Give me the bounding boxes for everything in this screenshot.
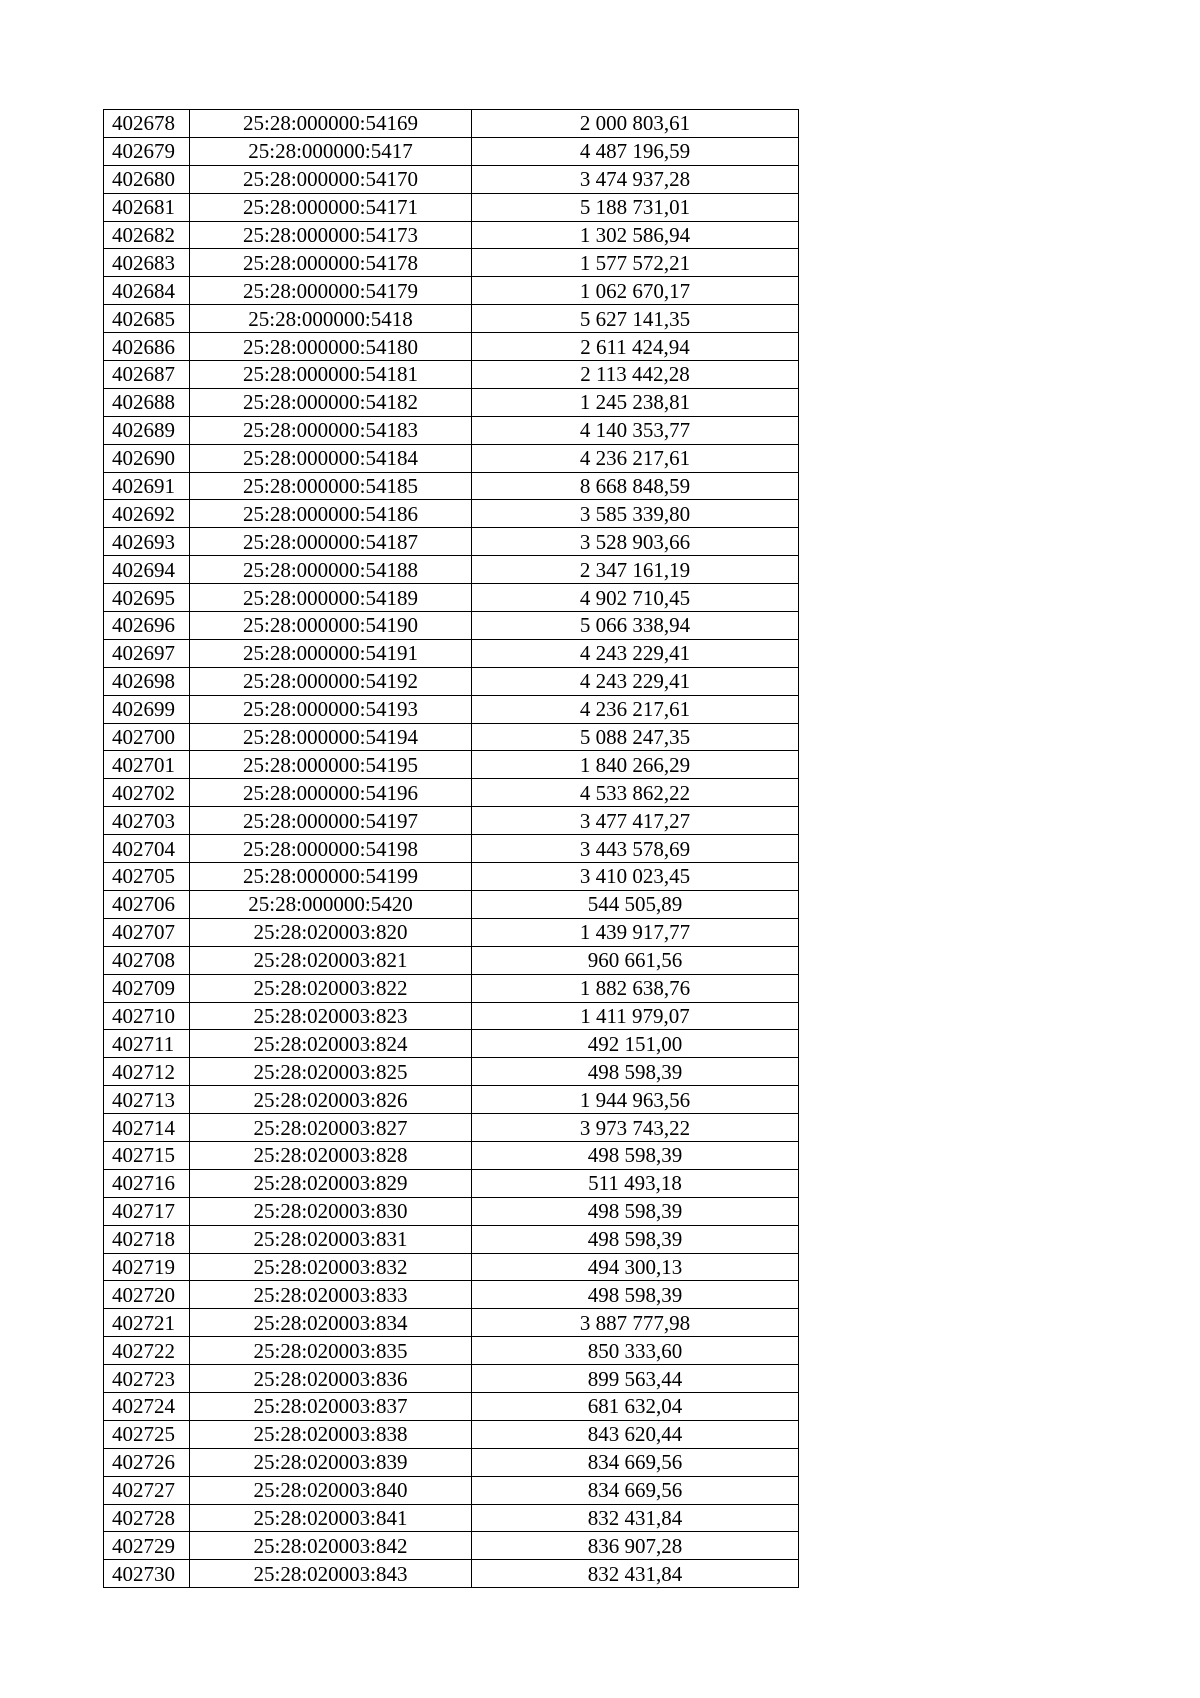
cadastral-number-cell: 25:28:020003:836 [190,1365,472,1393]
cadastral-value-cell: 1 439 917,77 [472,918,799,946]
row-number-cell: 402705 [104,863,190,891]
table-row [104,277,799,305]
row-number-cell: 402721 [104,1309,190,1337]
row-number-cell: 402727 [104,1476,190,1504]
cadastral-value-cell: 494 300,13 [472,1253,799,1281]
table-row [104,416,799,444]
row-number-cell: 402709 [104,974,190,1002]
table-row [104,1030,799,1058]
row-number-cell: 402690 [104,444,190,472]
cadastral-number-cell: 25:28:000000:5420 [190,890,472,918]
cadastral-number-cell: 25:28:020003:832 [190,1253,472,1281]
row-number-cell: 402691 [104,472,190,500]
row-number-cell: 402708 [104,946,190,974]
table-row [104,1560,799,1588]
cadastral-value-cell: 2 611 424,94 [472,333,799,361]
cadastral-value-cell: 3 410 023,45 [472,863,799,891]
cadastral-value-cell: 5 188 731,01 [472,193,799,221]
row-number-cell: 402713 [104,1086,190,1114]
row-number-cell: 402712 [104,1058,190,1086]
cadastral-value-cell: 3 528 903,66 [472,528,799,556]
cadastral-number-cell: 25:28:000000:54198 [190,835,472,863]
table-row [104,918,799,946]
table-row [104,444,799,472]
cadastral-number-cell: 25:28:020003:834 [190,1309,472,1337]
cadastral-value-cell: 3 585 339,80 [472,500,799,528]
table-row [104,1114,799,1142]
cadastral-value-cell: 1 411 979,07 [472,1002,799,1030]
row-number-cell: 402681 [104,193,190,221]
cadastral-value-cell: 4 487 196,59 [472,137,799,165]
row-number-cell: 402682 [104,221,190,249]
cadastral-value-cell: 1 944 963,56 [472,1086,799,1114]
cadastral-number-cell: 25:28:020003:826 [190,1086,472,1114]
cadastral-value-cell: 899 563,44 [472,1365,799,1393]
table-row [104,584,799,612]
table-row [104,807,799,835]
cadastral-number-cell: 25:28:000000:54195 [190,751,472,779]
cadastral-value-cell: 4 140 353,77 [472,416,799,444]
table-row [104,695,799,723]
row-number-cell: 402686 [104,333,190,361]
row-number-cell: 402702 [104,779,190,807]
cadastral-value-cell: 4 236 217,61 [472,444,799,472]
cadastral-value-cell: 1 245 238,81 [472,388,799,416]
cadastral-number-cell: 25:28:020003:838 [190,1420,472,1448]
cadastral-value-cell: 2 113 442,28 [472,361,799,389]
row-number-cell: 402703 [104,807,190,835]
cadastral-value-cell: 5 088 247,35 [472,723,799,751]
table-row [104,1281,799,1309]
cadastral-number-cell: 25:28:000000:54183 [190,416,472,444]
cadastral-number-cell: 25:28:020003:837 [190,1392,472,1420]
row-number-cell: 402683 [104,249,190,277]
cadastral-number-cell: 25:28:020003:833 [190,1281,472,1309]
cadastral-number-cell: 25:28:020003:839 [190,1448,472,1476]
cadastral-number-cell: 25:28:000000:54184 [190,444,472,472]
cadastral-value-cell: 832 431,84 [472,1504,799,1532]
row-number-cell: 402717 [104,1197,190,1225]
row-number-cell: 402730 [104,1560,190,1588]
cadastral-value-cell: 681 632,04 [472,1392,799,1420]
cadastral-value-cell: 832 431,84 [472,1560,799,1588]
cadastral-number-cell: 25:28:020003:830 [190,1197,472,1225]
cadastral-number-cell: 25:28:000000:5417 [190,137,472,165]
cadastral-value-cell: 5 627 141,35 [472,305,799,333]
table-row [104,137,799,165]
cadastral-number-cell: 25:28:000000:54178 [190,249,472,277]
row-number-cell: 402689 [104,416,190,444]
cadastral-value-cell: 1 882 638,76 [472,974,799,1002]
cadastral-value-cell: 850 333,60 [472,1337,799,1365]
cadastral-number-cell: 25:28:000000:54185 [190,472,472,500]
table-row [104,556,799,584]
cadastral-value-cell: 843 620,44 [472,1420,799,1448]
cadastral-number-cell: 25:28:000000:54173 [190,221,472,249]
row-number-cell: 402710 [104,1002,190,1030]
row-number-cell: 402706 [104,890,190,918]
table-row [104,751,799,779]
row-number-cell: 402679 [104,137,190,165]
row-number-cell: 402678 [104,110,190,138]
table-row [104,1365,799,1393]
cadastral-number-cell: 25:28:000000:54170 [190,165,472,193]
cadastral-number-cell: 25:28:020003:829 [190,1169,472,1197]
cadastral-number-cell: 25:28:000000:54199 [190,863,472,891]
cadastral-number-cell: 25:28:020003:827 [190,1114,472,1142]
row-number-cell: 402696 [104,612,190,640]
table-row [104,1253,799,1281]
cadastral-value-cell: 836 907,28 [472,1532,799,1560]
cadastral-value-cell: 5 066 338,94 [472,612,799,640]
cadastral-value-cell: 2 000 803,61 [472,110,799,138]
row-number-cell: 402725 [104,1420,190,1448]
cadastral-value-cell: 498 598,39 [472,1197,799,1225]
cadastral-value-cell: 1 302 586,94 [472,221,799,249]
table-row [104,361,799,389]
row-number-cell: 402720 [104,1281,190,1309]
cadastral-number-cell: 25:28:020003:824 [190,1030,472,1058]
cadastral-value-cell: 3 477 417,27 [472,807,799,835]
cadastral-number-cell: 25:28:020003:822 [190,974,472,1002]
cadastral-value-cell: 1 840 266,29 [472,751,799,779]
table-row [104,165,799,193]
cadastral-value-cell: 4 243 229,41 [472,667,799,695]
cadastral-number-cell: 25:28:000000:54197 [190,807,472,835]
row-number-cell: 402694 [104,556,190,584]
cadastral-number-cell: 25:28:000000:54196 [190,779,472,807]
cadastral-number-cell: 25:28:020003:820 [190,918,472,946]
cadastral-value-cell: 498 598,39 [472,1225,799,1253]
row-number-cell: 402711 [104,1030,190,1058]
cadastral-number-cell: 25:28:000000:54194 [190,723,472,751]
table-row [104,1504,799,1532]
cadastral-number-cell: 25:28:000000:54180 [190,333,472,361]
cadastral-value-cell: 511 493,18 [472,1169,799,1197]
cadastral-value-cell: 1 062 670,17 [472,277,799,305]
cadastral-number-cell: 25:28:000000:54171 [190,193,472,221]
row-number-cell: 402723 [104,1365,190,1393]
cadastral-value-cell: 3 443 578,69 [472,835,799,863]
cadastral-number-cell: 25:28:000000:54187 [190,528,472,556]
row-number-cell: 402701 [104,751,190,779]
table-row [104,946,799,974]
row-number-cell: 402684 [104,277,190,305]
cadastral-value-cell: 498 598,39 [472,1058,799,1086]
cadastral-value-cell: 498 598,39 [472,1281,799,1309]
table-row [104,723,799,751]
cadastral-value-cell: 492 151,00 [472,1030,799,1058]
table-row [104,110,799,138]
cadastral-number-cell: 25:28:000000:54189 [190,584,472,612]
table-row [104,193,799,221]
row-number-cell: 402724 [104,1392,190,1420]
row-number-cell: 402719 [104,1253,190,1281]
table-row [104,1448,799,1476]
table-body [104,110,799,1588]
cadastral-number-cell: 25:28:000000:54179 [190,277,472,305]
cadastral-number-cell: 25:28:020003:840 [190,1476,472,1504]
table-row [104,890,799,918]
table-row [104,835,799,863]
row-number-cell: 402680 [104,165,190,193]
table-row [104,221,799,249]
row-number-cell: 402685 [104,305,190,333]
cadastral-number-cell: 25:28:020003:841 [190,1504,472,1532]
cadastral-value-cell: 3 887 777,98 [472,1309,799,1337]
cadastral-number-cell: 25:28:000000:54192 [190,667,472,695]
cadastral-number-cell: 25:28:020003:823 [190,1002,472,1030]
cadastral-value-cell: 4 902 710,45 [472,584,799,612]
row-number-cell: 402693 [104,528,190,556]
table-row [104,305,799,333]
row-number-cell: 402714 [104,1114,190,1142]
cadastral-number-cell: 25:28:000000:54169 [190,110,472,138]
cadastral-number-cell: 25:28:000000:54182 [190,388,472,416]
table-row [104,863,799,891]
table-row [104,639,799,667]
cadastral-value-cell: 4 236 217,61 [472,695,799,723]
table-row [104,1058,799,1086]
table-row [104,472,799,500]
cadastral-value-cell: 544 505,89 [472,890,799,918]
table-row [104,333,799,361]
cadastral-value-cell: 8 668 848,59 [472,472,799,500]
table-row [104,1420,799,1448]
row-number-cell: 402697 [104,639,190,667]
row-number-cell: 402692 [104,500,190,528]
cadastral-value-cell: 960 661,56 [472,946,799,974]
row-number-cell: 402707 [104,918,190,946]
cadastral-value-cell: 498 598,39 [472,1141,799,1169]
table-row [104,388,799,416]
cadastral-value-cell: 3 973 743,22 [472,1114,799,1142]
row-number-cell: 402687 [104,361,190,389]
table-row [104,1392,799,1420]
row-number-cell: 402718 [104,1225,190,1253]
table-row [104,1197,799,1225]
row-number-cell: 402699 [104,695,190,723]
table-row [104,1309,799,1337]
cadastral-value-cell: 2 347 161,19 [472,556,799,584]
row-number-cell: 402695 [104,584,190,612]
cadastral-number-cell: 25:28:000000:54191 [190,639,472,667]
row-number-cell: 402704 [104,835,190,863]
cadastral-value-cell: 1 577 572,21 [472,249,799,277]
row-number-cell: 402726 [104,1448,190,1476]
cadastral-number-cell: 25:28:000000:54186 [190,500,472,528]
table-row [104,1337,799,1365]
row-number-cell: 402728 [104,1504,190,1532]
row-number-cell: 402716 [104,1169,190,1197]
cadastral-value-cell: 4 243 229,41 [472,639,799,667]
row-number-cell: 402722 [104,1337,190,1365]
row-number-cell: 402698 [104,667,190,695]
table-row [104,974,799,1002]
cadastral-number-cell: 25:28:000000:54190 [190,612,472,640]
row-number-cell: 402700 [104,723,190,751]
cadastral-number-cell: 25:28:020003:828 [190,1141,472,1169]
table-row [104,1169,799,1197]
cadastral-number-cell: 25:28:020003:831 [190,1225,472,1253]
cadastral-number-cell: 25:28:000000:54181 [190,361,472,389]
row-number-cell: 402688 [104,388,190,416]
row-number-cell: 402729 [104,1532,190,1560]
cadastral-number-cell: 25:28:000000:54193 [190,695,472,723]
cadastral-number-cell: 25:28:020003:821 [190,946,472,974]
cadastral-value-cell: 4 533 862,22 [472,779,799,807]
table-row [104,1141,799,1169]
table-row [104,1002,799,1030]
cadastral-number-cell: 25:28:020003:835 [190,1337,472,1365]
cadastral-number-cell: 25:28:000000:54188 [190,556,472,584]
cadastral-number-cell: 25:28:020003:842 [190,1532,472,1560]
cadastral-number-cell: 25:28:020003:843 [190,1560,472,1588]
table-row [104,500,799,528]
table-row [104,528,799,556]
table-row [104,1086,799,1114]
cadastral-value-cell: 834 669,56 [472,1476,799,1504]
table-row [104,612,799,640]
cadastral-number-cell: 25:28:020003:825 [190,1058,472,1086]
row-number-cell: 402715 [104,1141,190,1169]
table-row [104,249,799,277]
cadastral-value-cell: 834 669,56 [472,1448,799,1476]
table-row [104,1532,799,1560]
cadastral-value-table [103,109,799,1588]
cadastral-number-cell: 25:28:000000:5418 [190,305,472,333]
table-row [104,1476,799,1504]
table-row [104,779,799,807]
table-row [104,667,799,695]
table-row [104,1225,799,1253]
cadastral-value-cell: 3 474 937,28 [472,165,799,193]
